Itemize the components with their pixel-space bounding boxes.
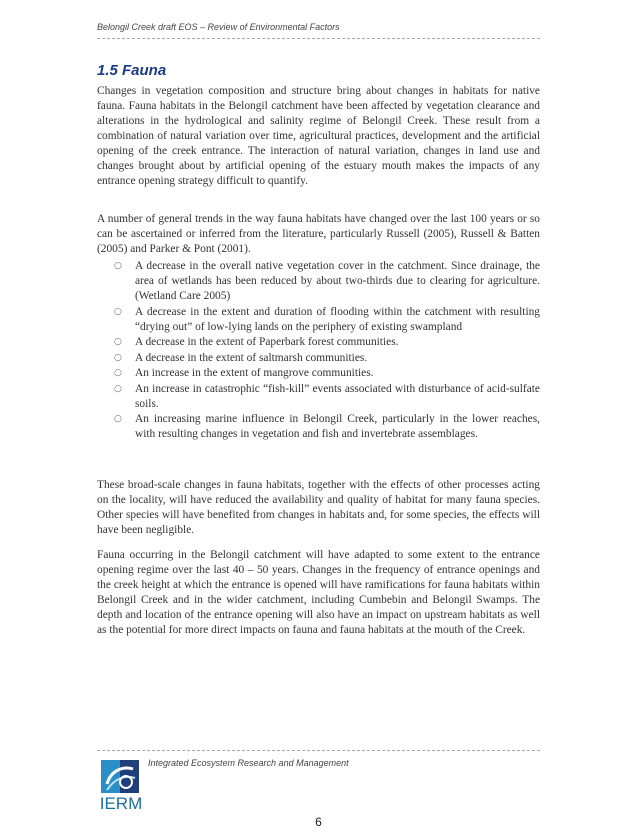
- bullet-icon: ○: [114, 337, 122, 347]
- section-title: 1.5 Fauna: [97, 62, 167, 79]
- list-item: [97, 412, 540, 442]
- bullet-icon: ○: [114, 383, 122, 394]
- list-item-text: A decrease in the extent and duration of flooding within the catchment with resulting “drying out” of low-lying lands on the periphery of existing swampland: [135, 305, 540, 333]
- bullet-icon: ○: [114, 306, 122, 317]
- list-item-text: A decrease in the extent of saltmarsh communities.: [135, 351, 368, 364]
- list-item-text: An increasing marine influence in Belongil Creek, particularly in the lower reaches, with resulting changes in vegetation and fish and invertebrate assemblages.: [135, 413, 540, 440]
- logo-text: IERM: [99, 794, 143, 813]
- list-item: [97, 351, 540, 366]
- list-item: [97, 305, 540, 335]
- list-item-text: A decrease in the overall native vegetation cover in the catchment. Since drainage, the area of wetlands has been reduced by about two-thirds due to clearing for agriculture. (Wetland Care 2005): [135, 260, 540, 302]
- page-number: 6: [315, 815, 322, 829]
- list-item: [97, 259, 540, 304]
- bullet-icon: ○: [114, 261, 122, 271]
- paragraph-entrance-opening: Fauna occurring in the Belongil catchment will have adapted to some extent to the entrance opening regime over the last 40 – 50 years. Changes in the frequency of entrance openings and the creek height at which the entrance is opened will have ramifications for fauna habitats within Belongil Creek and in the wider catchment, including Cumbebin and Belongil Swamps. The depth and location of the entrance opening will also have an impact on upstream habitats as well as the potential for more direct impacts on fauna and fauna habitats at the mouth of the Creek.: [97, 549, 540, 636]
- footer-organization: Integrated Ecosystem Research and Management: [148, 758, 349, 768]
- trend-list: [97, 259, 540, 443]
- ierm-logo-icon: [101, 760, 139, 793]
- paragraph-intro: Changes in vegetation composition and structure bring about changes in habitats for native fauna. Fauna habitats in the Belongil catchment have been affected by vegetation clearance and alterations in the hydrological and salinity regime of Belongil Creek. These result from a combination of natural variation over time, agricultural practices, development and the artificial opening of the creek entrance. The interaction of natural variation, changes in land use and changes brought about by artificial opening of the estuary mouth makes the impacts of any entrance opening strategy difficult to quantify.: [97, 85, 540, 187]
- paragraph-trends: A number of general trends in the way fauna habitats have changed over the last 100 years or so can be ascertained or inferred from the literature, particularly Russell (2005), Russell & Batten (2005) and Parker & Pont (2001).: [97, 213, 540, 255]
- ierm-logo: [98, 760, 142, 818]
- list-item: [97, 366, 540, 381]
- list-item-text: An increase in the extent of mangrove communities.: [135, 367, 374, 379]
- bullet-icon: ○: [114, 368, 122, 378]
- footer-divider: [97, 750, 540, 751]
- bullet-icon: ○: [114, 352, 122, 363]
- bullet-icon: ○: [114, 414, 122, 424]
- list-item-text: A decrease in the extent of Paperbark forest communities.: [135, 336, 399, 348]
- list-item: [97, 382, 540, 412]
- paragraph-impacts: These broad-scale changes in fauna habitats, together with the effects of other processes acting on the locality, will have reduced the availability and quality of habitat for many fauna species. Other species will have benefited from changes in habitats and, for some species, the effects will have been negligible.: [97, 479, 540, 536]
- running-header: Belongil Creek draft EOS – Review of Environmental Factors: [97, 22, 340, 32]
- header-divider: [97, 38, 540, 39]
- list-item: [97, 335, 540, 350]
- list-item-text: An increase in catastrophic “fish-kill” events associated with disturbance of acid-sulfate soils.: [135, 382, 540, 410]
